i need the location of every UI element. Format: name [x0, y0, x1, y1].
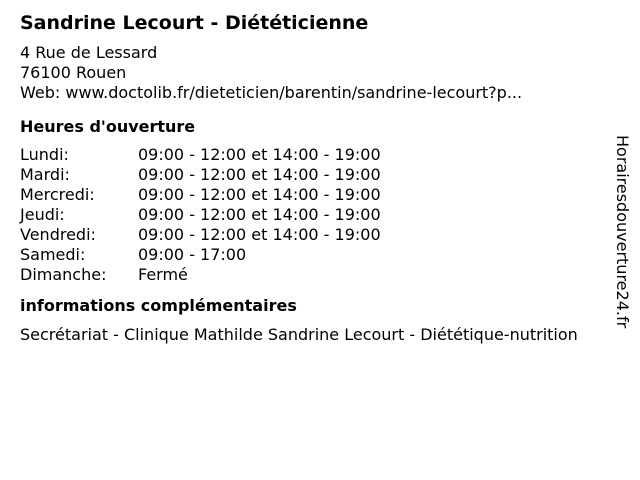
time-value: 09:00 - 12:00 et 14:00 - 19:00	[138, 165, 381, 184]
day-label: Jeudi:	[20, 205, 65, 224]
hours-row-vendredi	[20, 225, 620, 245]
hours-row-jeudi	[20, 205, 620, 225]
opening-hours-table	[20, 145, 620, 285]
additional-info-text: Secrétariat - Clinique Mathilde Sandrine Lecourt - Diététique-nutrition	[20, 325, 578, 344]
time-value: 09:00 - 17:00	[138, 245, 247, 264]
hours-row-lundi	[20, 145, 620, 165]
day-label: Mardi:	[20, 165, 70, 184]
day-label: Dimanche:	[20, 265, 107, 284]
day-label: Mercredi:	[20, 185, 95, 204]
time-value: 09:00 - 12:00 et 14:00 - 19:00	[138, 225, 381, 244]
time-value: 09:00 - 12:00 et 14:00 - 19:00	[138, 185, 381, 204]
day-label: Vendredi:	[20, 225, 96, 244]
additional-info-heading: informations complémentaires	[20, 296, 297, 315]
time-value: 09:00 - 12:00 et 14:00 - 19:00	[138, 205, 381, 224]
hours-row-mercredi	[20, 185, 620, 205]
time-value: Fermé	[138, 265, 188, 284]
hours-row-dimanche	[20, 265, 620, 285]
day-label: Lundi:	[20, 145, 69, 164]
address-street: 4 Rue de Lessard	[20, 43, 158, 62]
site-watermark: Horairesdouverture24.fr	[613, 135, 632, 329]
address-city: 76100 Rouen	[20, 63, 127, 82]
page-title: Sandrine Lecourt - Diététicienne	[20, 12, 369, 34]
website-link[interactable]: Web: www.doctolib.fr/dieteticien/barentin/sandrine-lecourt?p...	[20, 83, 523, 102]
hours-row-samedi	[20, 245, 620, 265]
time-value: 09:00 - 12:00 et 14:00 - 19:00	[138, 145, 381, 164]
hours-row-mardi	[20, 165, 620, 185]
address-block	[20, 43, 620, 103]
opening-hours-heading: Heures d'ouverture	[20, 117, 196, 136]
business-card	[20, 10, 620, 345]
day-label: Samedi:	[20, 245, 86, 264]
